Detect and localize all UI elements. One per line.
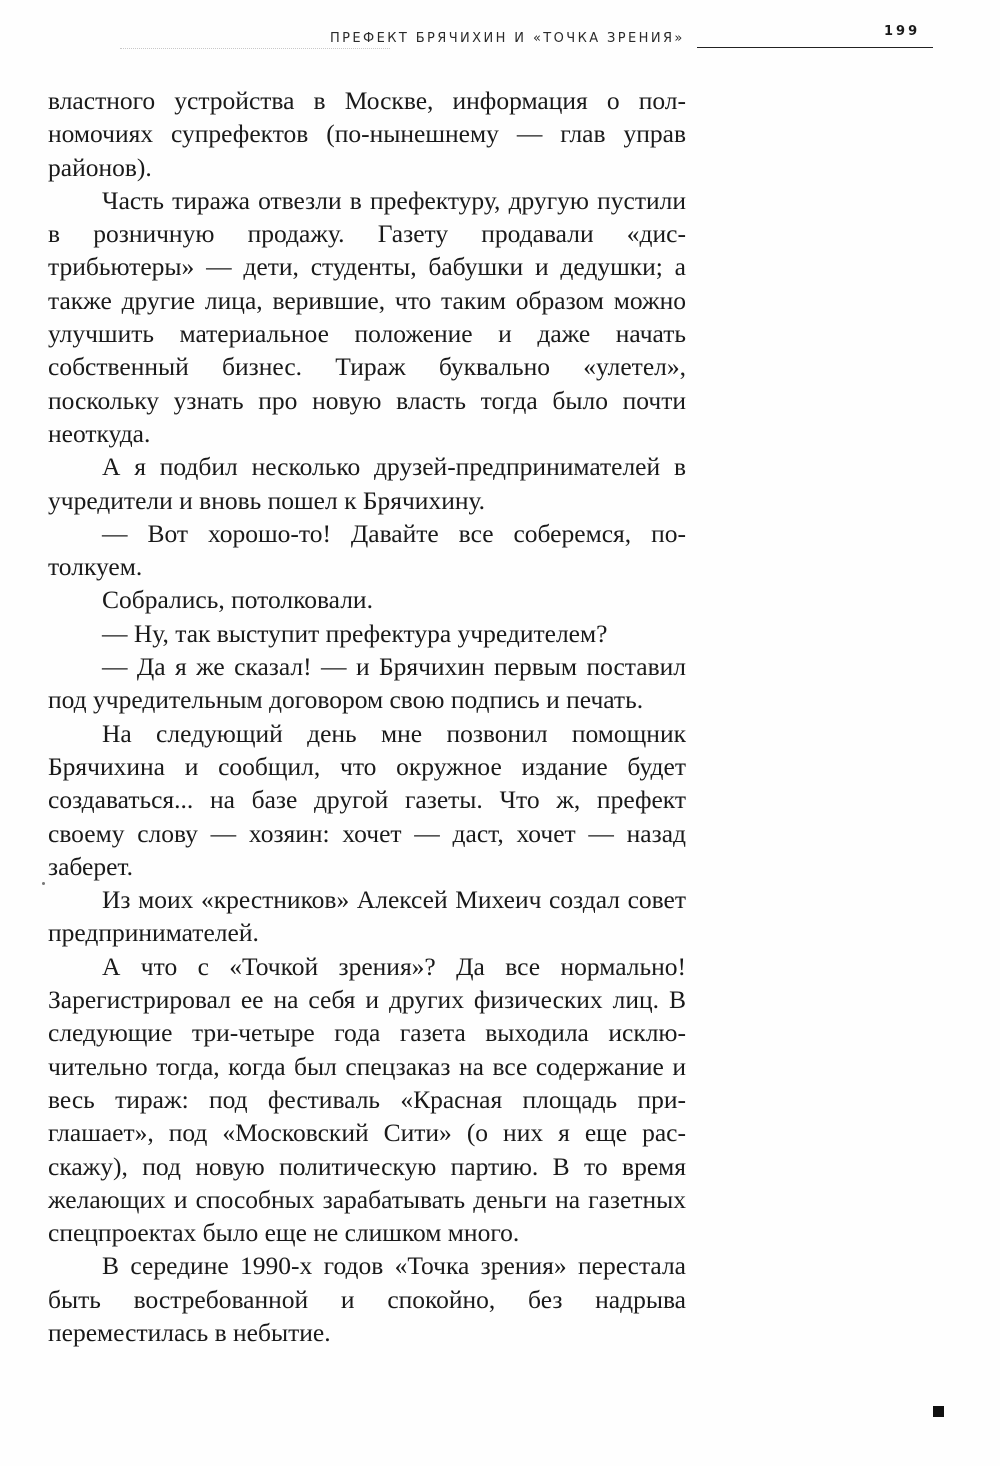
dialogue-line: — Вот хорошо-то! Давайте все соберемся, потолкуем.: [48, 518, 686, 582]
scan-artifact: [120, 48, 390, 49]
paragraph: Собрались, потолковали.: [102, 585, 373, 615]
dialogue-line: — Да я же сказал! — и Брячихин первым поставил под учредительным договором свою подпись и печать.: [48, 652, 686, 715]
paragraph: В середине 1990-х годов «Точка зрения» перестала быть востребованной и спокойно, без надрыва переместилась в небытие.: [48, 1251, 686, 1347]
running-title: ПРЕФЕКТ БРЯЧИХИН И «ТОЧКА ЗРЕНИЯ»: [330, 31, 685, 46]
body-text: [48, 84, 686, 1349]
header-rule: [697, 47, 933, 48]
end-of-section-mark: [933, 1406, 944, 1417]
paragraph: А что с «Точкой зрения»? Да все нормально! Зарегистрировал ее на себя и других физических лиц. В следующие три-четыре года газета выходила исключительно тогда, когда был спецзаказ на все содержание и весь тираж: под фестиваль «Красная площадь приглашает», под «Московский Сити» (о них я еще расскажу), под новую политическую партию. В то время желающих и способных зарабатывать деньги на газетных спецпроектах было еще не слишком много.: [48, 951, 686, 1248]
dialogue-line: — Ну, так выступит префектура учредителем?: [102, 618, 608, 648]
margin-speck: [42, 882, 45, 885]
paragraph: На следующий день мне позвонил помощник Брячихина и сообщил, что окружное издание будет создаваться... на базе другой газеты. Что ж, префект своему слову — хозяин: хочет — даст, хочет — назад заберет.: [48, 718, 686, 881]
paragraph: Из моих «крестников» Алексей Михеич создал совет предпринимателей.: [48, 885, 686, 948]
running-header: [0, 24, 1000, 54]
paragraph: А я подбил несколько друзей-предпринимателей в учредители и вновь пошел к Брячихину.: [48, 452, 686, 515]
paragraph: Часть тиража отвезли в префектуру, другую пустили в розничную продажу. Газету продавали «дистрибьютеры» — дети, студенты, бабушки и дедушки; а также другие лица, верившие, что таким образом можно улучшить материальное положение и даже начать собственный бизнес. Тираж буквально «улетел», поскольку узнать про новую власть тогда было почти неоткуда.: [48, 185, 686, 448]
page-number: 199: [884, 24, 921, 39]
paragraph-continued: властного устройства в Москве, информация о полномочиях супрефектов (по-нынешнему — глав управ районов).: [48, 86, 686, 182]
